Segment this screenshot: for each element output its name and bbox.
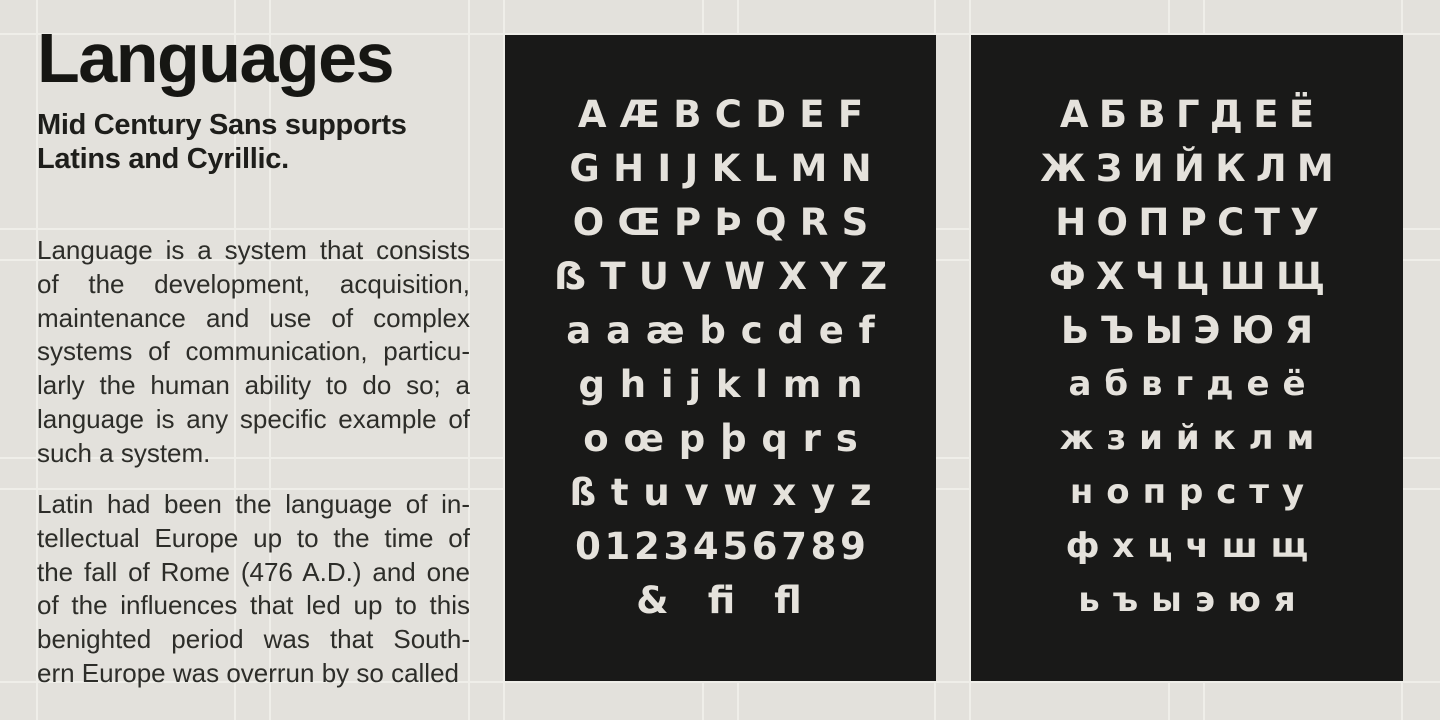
paragraph-latin-history <box>37 488 470 691</box>
body-line: of the influences that led up to this <box>37 590 470 621</box>
latin-lowercase-row: aaæbcdef <box>566 308 890 352</box>
cyrillic-lowercase-row: фхцчшщ <box>1065 526 1322 566</box>
body-line: tellectual Europe up to the time of <box>37 522 470 553</box>
body-line: maintenance and use of complex <box>37 302 470 333</box>
subtitle-line: Mid Century Sans supports <box>37 109 407 141</box>
paragraph-language-definition <box>37 234 470 471</box>
page-title: Languages <box>37 19 394 97</box>
body-line: ern Europe was overrun by so called <box>37 657 460 688</box>
body-line: benighted period was that South- <box>37 624 470 655</box>
cyrillic-lowercase-row: нопрсту <box>1069 472 1318 512</box>
latin-numerals-row: 0123456789 <box>575 524 870 568</box>
subtitle <box>37 108 407 176</box>
body-line: such a system. <box>37 437 211 468</box>
latin-uppercase-row: AÆBCDEF <box>577 92 877 136</box>
latin-uppercase-row: OŒPÞQRS <box>572 200 882 244</box>
body-line: larly the human ability to do so; a <box>37 370 470 401</box>
cyrillic-uppercase-row: АБВГДЕЁ <box>1059 92 1325 136</box>
latin-lowercase-row: ghijklmn <box>578 362 878 406</box>
cyrillic-uppercase-row: ЬЪЫЭЮЯ <box>1060 308 1324 352</box>
latin-lowercase-row: oœpþqrs <box>583 416 873 460</box>
cyrillic-lowercase-row: жзийклм <box>1059 418 1328 458</box>
cyrillic-uppercase-row: ЖЗИЙКЛМ <box>1040 146 1345 190</box>
body-line: Language is a system that consists <box>37 235 470 265</box>
latin-uppercase-row: ẞTUVWXYZ <box>553 254 901 298</box>
cyrillic-uppercase-row: ФХЧЦШЩ <box>1048 254 1336 298</box>
latin-specimen-panel <box>505 35 936 681</box>
latin-lowercase-row: ßtuvwxyz <box>569 470 887 514</box>
body-line: systems of communication, particu- <box>37 336 470 367</box>
body-line: Latin had been the language of in- <box>37 489 470 519</box>
cyrillic-specimen-panel <box>971 35 1403 681</box>
body-line: the fall of Rome (476 A.D.) and one <box>37 556 470 587</box>
subtitle-line: Latins and Cyrillic. <box>37 143 289 175</box>
body-line: language is any specific example of <box>37 403 470 434</box>
cyrillic-uppercase-row: НОПРСТУ <box>1055 200 1330 244</box>
latin-ligatures-row: & ﬁ ﬂ <box>636 578 805 622</box>
cyrillic-lowercase-row: абвгдеё <box>1068 364 1319 404</box>
cyrillic-lowercase-row: ьъыэюя <box>1078 580 1309 620</box>
body-line: of the development, acquisition, <box>37 268 470 299</box>
latin-uppercase-row: GHIJKLMN <box>569 146 885 190</box>
